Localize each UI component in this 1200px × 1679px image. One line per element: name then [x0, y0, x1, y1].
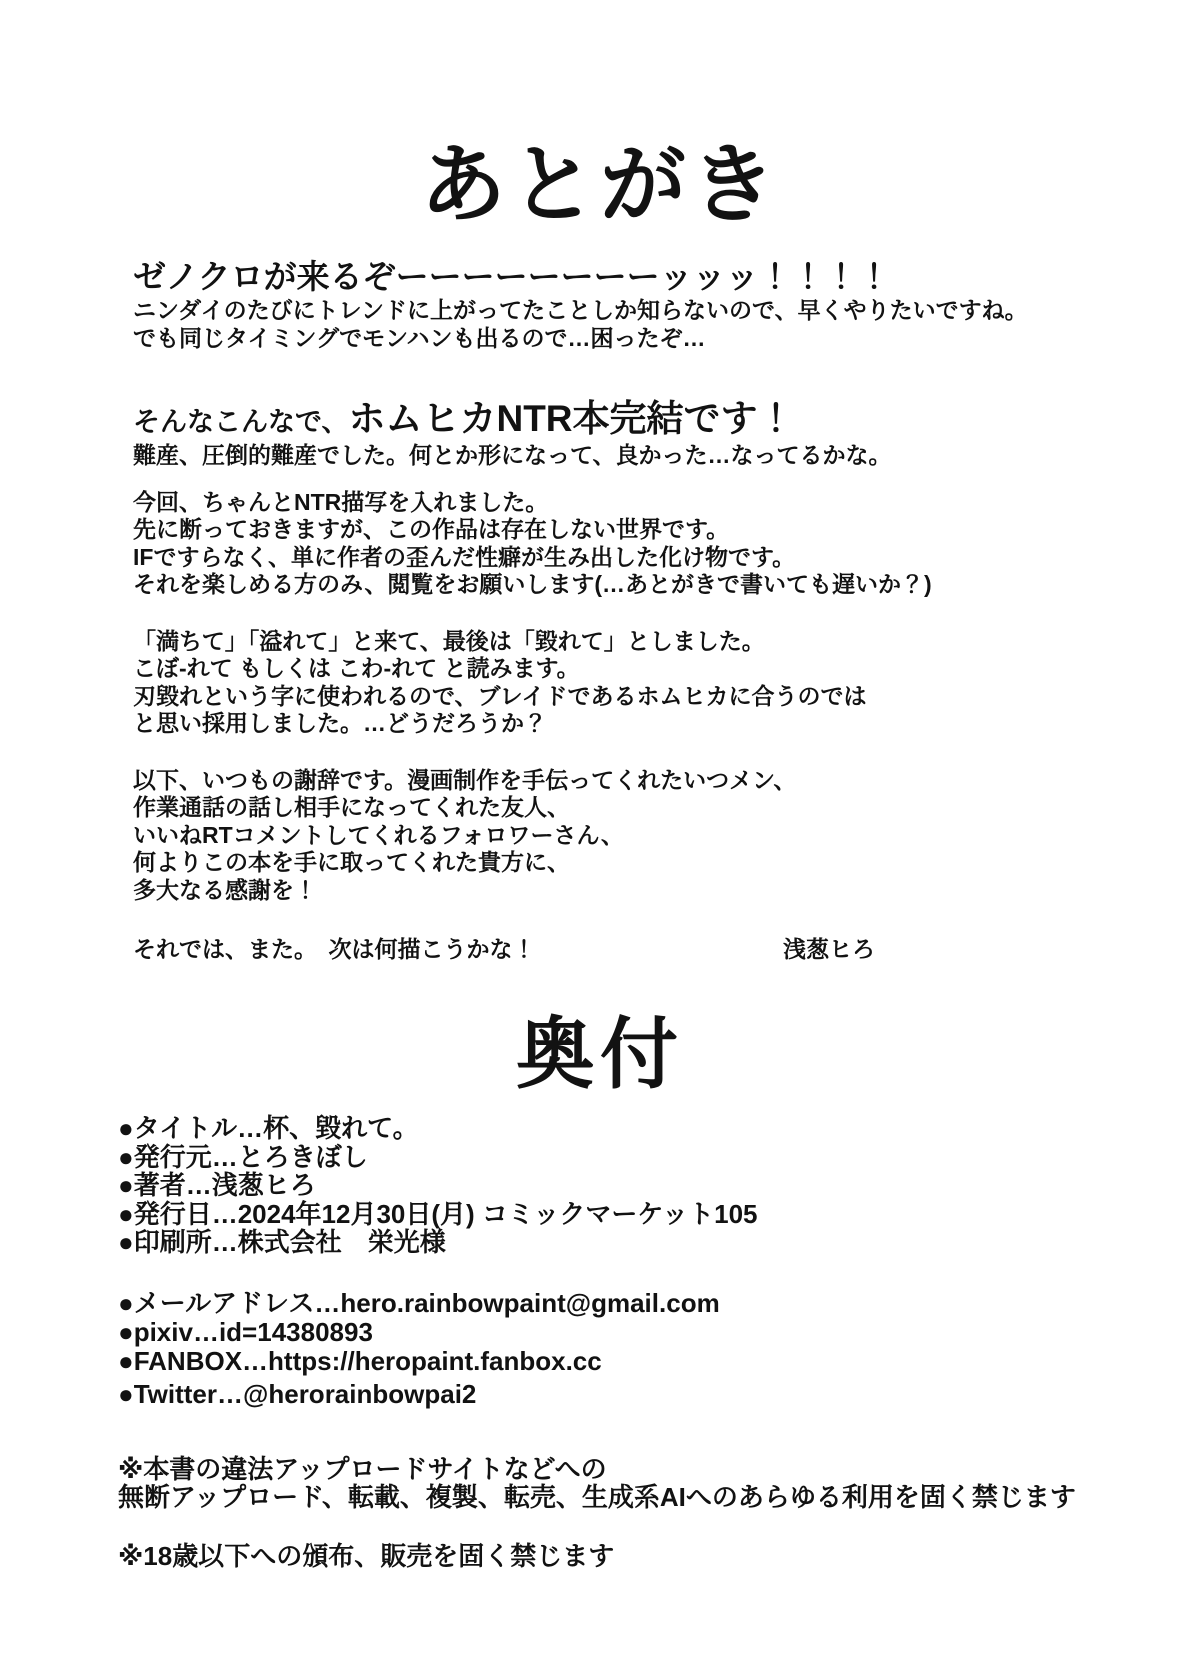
thanks-block — [133, 767, 1140, 905]
announce-prefix: そんなこんなで、 — [133, 407, 349, 438]
contact-fanbox-line: ●FANBOX…https://heropaint.fanbox.cc — [118, 1345, 602, 1376]
disclaimer-line: 今回、ちゃんとNTR描写を入れました。 — [133, 488, 549, 515]
contact-email-line: ●メールアドレス…hero.rainbowpaint@gmail.com — [118, 1287, 720, 1318]
age-restriction-notice — [118, 1542, 1160, 1571]
thanks-line: 作業通話の話し相手になってくれた友人、 — [133, 794, 570, 821]
closing-block — [133, 936, 1140, 964]
announce-block — [133, 396, 1140, 470]
intro-line: でも同じタイミングでモンハンも出るので…困ったぞ… — [133, 324, 706, 351]
naming-line: 刃毀れという字に使われるので、ブレイドであるホムヒカに合うのでは — [133, 682, 867, 709]
thanks-line: いいねRTコメントしてくれるフォロワーさん、 — [133, 821, 624, 848]
naming-line: と思い採用しました。…どうだろうか？ — [133, 710, 547, 737]
disclaimer-line: 先に断っておきますが、この作品は存在しない世界です。 — [133, 516, 730, 543]
thanks-line: 以下、いつもの謝辞です。漫画制作を手伝ってくれたいつメン、 — [133, 766, 797, 793]
upload-prohibition-line: ※本書の違法アップロードサイトなどへの — [118, 1453, 607, 1484]
announce-line — [133, 396, 1140, 442]
thanks-line: 多大なる感謝を！ — [133, 876, 317, 903]
publication-list — [118, 1114, 1160, 1257]
naming-block — [133, 628, 1140, 738]
naming-line: こぼ-れて もしくは こわ-れて と読みます。 — [133, 655, 580, 682]
closing-text: それでは、また。 次は何描こうかな！ — [133, 936, 536, 963]
announce-subline: 難産、圧倒的難産でした。何とか形になって、良かった…なってるかな。 — [133, 442, 892, 469]
intro-shout-line: ゼノクロが来るぞーーーーーーーーッッッ！！！！ — [133, 257, 891, 295]
disclaimer-line: それを楽しめる方のみ、閲覧をお願いします(…あとがきで書いても遅いか？) — [133, 571, 932, 598]
intro-block — [133, 257, 1140, 352]
thanks-line: 何よりこの本を手に取ってくれた貴方に、 — [133, 849, 570, 876]
publication-author-line: ●著者…浅葱ヒろ — [118, 1170, 316, 1201]
contact-pixiv-line: ●pixiv…id=14380893 — [118, 1316, 373, 1347]
contact-twitter-line: ●Twitter…@herorainbowpai2 — [118, 1378, 477, 1409]
colophon-heading: 奥付 — [515, 1010, 684, 1099]
publication-date-line: ●発行日…2024年12月30日(月) コミックマーケット105 — [118, 1198, 758, 1229]
naming-line: 「満ちて」「溢れて」と来て、最後は「毀れて」としました。 — [133, 627, 765, 654]
age-restriction-line: ※18歳以下への頒布、販売を固く禁じます — [118, 1540, 615, 1571]
disclaimer-block — [133, 489, 1140, 599]
publication-title-line: ●タイトル…杯、毀れて。 — [118, 1113, 419, 1144]
contact-list — [118, 1289, 1160, 1409]
afterword-body — [133, 257, 1140, 965]
publication-printer-line: ●印刷所…株式会社 栄光様 — [118, 1227, 446, 1258]
afterword-heading: あとがき — [420, 137, 780, 233]
disclaimer-line: IFですらなく、単に作者の歪んだ性癖が生み出した化け物です。 — [133, 543, 796, 570]
publication-publisher-line: ●発行元…とろきぼし — [118, 1141, 368, 1172]
colophon-body — [118, 1114, 1160, 1570]
intro-line: ニンダイのたびにトレンドに上がってたことしか知らないので、早くやりたいですね。 — [133, 297, 1028, 324]
upload-prohibition-notice — [118, 1455, 1160, 1512]
upload-prohibition-line: 無断アップロード、転載、複製、転売、生成系AIへのあらゆる利用を固く禁じます — [118, 1482, 1076, 1513]
announce-emphasis: ホムヒカNTR本完結です！ — [348, 398, 795, 440]
author-signature: 浅葱ヒろ — [783, 936, 875, 963]
